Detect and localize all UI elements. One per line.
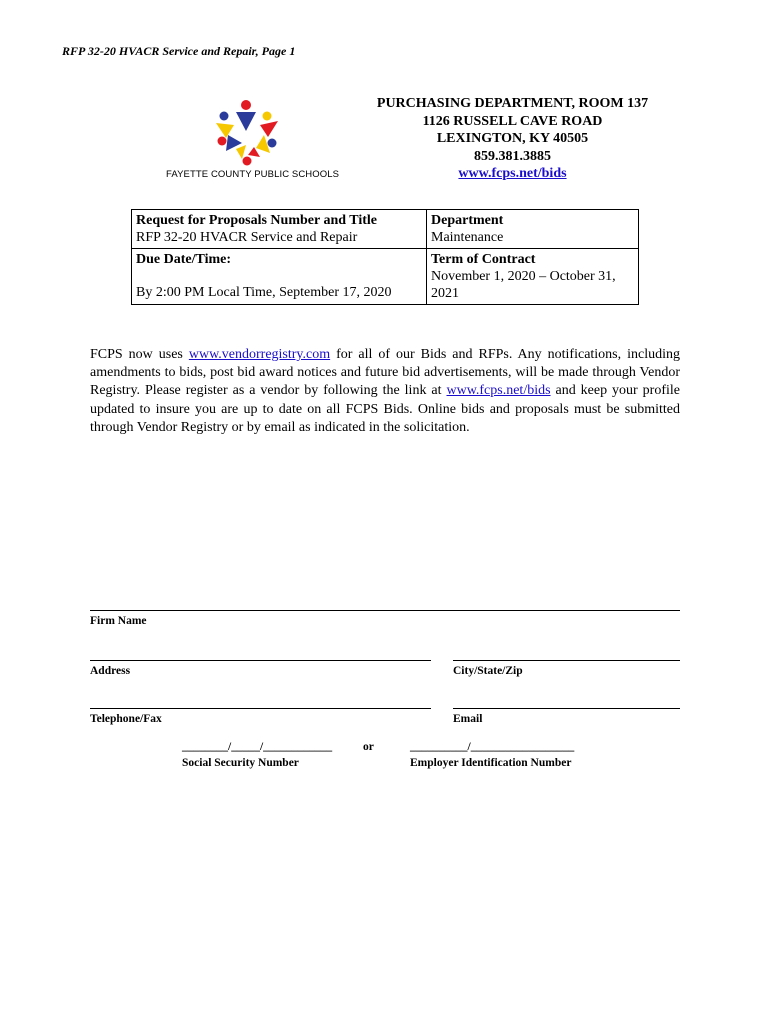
due-date-value: By 2:00 PM Local Time, September 17, 2020 [136,285,392,300]
rfp-label: Request for Proposals Number and Title [136,213,378,228]
term-label: Term of Contract [431,252,536,267]
firm-name-line[interactable] [90,610,680,611]
address-phone: 859.381.3885 [474,148,551,164]
ssn-label: Social Security Number [182,757,299,769]
notice-text-1: FCPS now uses [90,347,189,362]
or-text: or [363,741,374,753]
telephone-fax-line[interactable] [90,708,431,709]
department-cell [427,210,639,249]
address-line-2: 1126 RUSSELL CAVE ROAD [422,113,603,129]
ein-blank[interactable]: __________/__________________ [410,741,575,753]
term-value: November 1, 2020 – October 31, 2021 [431,269,616,301]
rfp-value: RFP 32-20 HVACR Service and Repair [136,230,358,245]
city-state-zip-label: City/State/Zip [453,665,523,677]
vendor-registry-notice [90,346,680,437]
rfp-info-table [131,209,639,305]
rfp-cell [132,210,427,249]
logo-figures [216,100,278,166]
fcps-bids-link[interactable]: www.fcps.net/bids [446,383,551,399]
address-block [345,95,680,183]
address-line[interactable] [90,660,431,661]
logo-caption: FAYETTE COUNTY PUBLIC SCHOOLS [166,169,340,180]
due-date-label: Due Date/Time: [136,252,231,267]
department-label: Department [431,213,504,228]
email-label: Email [453,713,483,725]
email-line[interactable] [453,708,680,709]
ein-label: Employer Identification Number [410,757,572,769]
term-cell [427,249,639,305]
address-line-1: PURCHASING DEPARTMENT, ROOM 137 [376,96,649,111]
telephone-fax-label: Telephone/Fax [90,713,162,725]
department-value: Maintenance [431,230,504,245]
page-header: RFP 32-20 HVACR Service and Repair, Page 1 [62,44,296,58]
address-label: Address [90,665,131,677]
notice-text-2: for all of our Bids and RFPs. Any notifications, including amendments to bids, post bid award notices and future bid advertisements, will be made through Vendor Registry. Please register as a vendor by following the link at [90,347,680,399]
address-line-3: LEXINGTON, KY 40505 [436,131,589,146]
firm-name-label: Firm Name [90,615,147,627]
city-state-zip-line[interactable] [453,660,680,661]
due-date-cell [132,249,427,305]
vendorregistry-link[interactable]: www.vendorregistry.com [188,347,331,362]
ssn-blank[interactable]: ________/_____/____________ [182,741,333,753]
notice-text-3: and keep your profile updated to insure you are up to date on all FCPS Bids. Online bids and proposals must be submitted through Vendor Registry or by email as indicated in the solicitation. [90,383,680,435]
bids-link[interactable]: www.fcps.net/bids [458,166,567,181]
